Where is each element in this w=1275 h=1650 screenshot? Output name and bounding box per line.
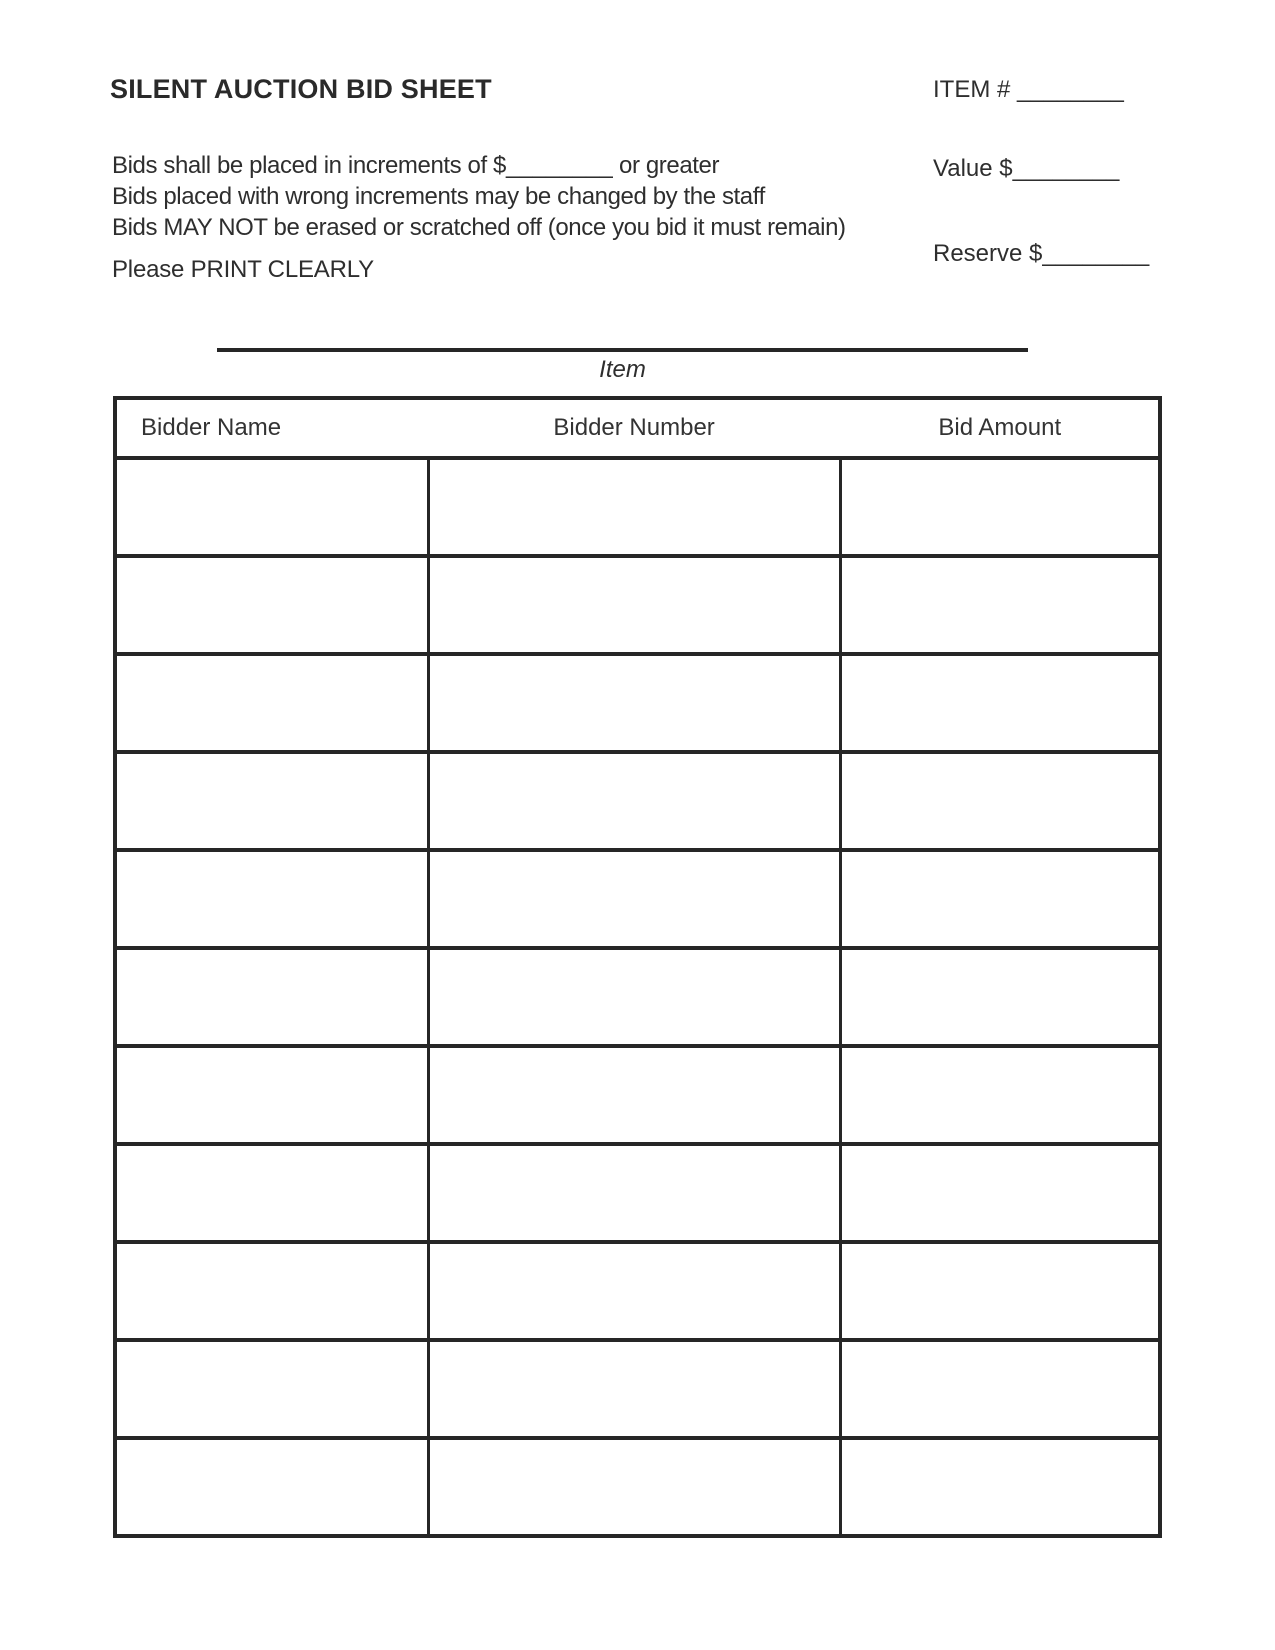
bid-amount-cell[interactable] xyxy=(842,950,1158,1044)
bidder-name-cell[interactable] xyxy=(117,1342,427,1436)
instruction-line-1 xyxy=(112,150,846,181)
bidder-number-cell[interactable] xyxy=(427,656,842,750)
table-row xyxy=(117,1146,1158,1244)
increment-blank[interactable]: ________ xyxy=(505,152,613,179)
page-title: SILENT AUCTION BID SHEET xyxy=(110,74,492,104)
value-blank[interactable]: ________ xyxy=(1012,155,1120,182)
bid-amount-cell[interactable] xyxy=(842,460,1158,554)
table-row xyxy=(117,950,1158,1048)
bidder-number-cell[interactable] xyxy=(427,1048,842,1142)
bid-amount-cell[interactable] xyxy=(842,1048,1158,1142)
item-caption: Item xyxy=(599,356,646,383)
table-row xyxy=(117,1440,1158,1534)
bid-amount-cell[interactable] xyxy=(842,558,1158,652)
bidder-name-cell[interactable] xyxy=(117,558,427,652)
bidder-name-cell[interactable] xyxy=(117,950,427,1044)
bidder-number-cell[interactable] xyxy=(427,1342,842,1436)
instruction-line-2: Bids placed with wrong increments may be changed by the staff xyxy=(112,183,765,210)
bidder-number-cell[interactable] xyxy=(427,1244,842,1338)
item-number-blank[interactable]: ________ xyxy=(1017,76,1124,103)
bidder-name-cell[interactable] xyxy=(117,656,427,750)
table-row xyxy=(117,1244,1158,1342)
item-write-in-line[interactable] xyxy=(217,348,1028,352)
col-header-bid-amount: Bid Amount xyxy=(938,414,1062,441)
value-field xyxy=(933,155,1119,183)
table-row xyxy=(117,852,1158,950)
bid-amount-cell[interactable] xyxy=(842,754,1158,848)
item-number-field xyxy=(933,76,1124,104)
bid-table xyxy=(113,396,1162,1538)
table-header-row xyxy=(117,400,1158,460)
bidder-name-cell[interactable] xyxy=(117,1048,427,1142)
table-row xyxy=(117,1048,1158,1146)
col-header-bidder-name: Bidder Name xyxy=(141,414,282,441)
bid-amount-cell[interactable] xyxy=(842,1342,1158,1436)
instruction-line-1-suffix: or greater xyxy=(612,152,720,179)
instructions-block xyxy=(112,150,846,243)
bidder-name-cell[interactable] xyxy=(117,460,427,554)
table-row xyxy=(117,1342,1158,1440)
table-row xyxy=(117,754,1158,852)
table-body xyxy=(117,460,1158,1534)
bid-amount-cell[interactable] xyxy=(842,656,1158,750)
bidder-name-cell[interactable] xyxy=(117,852,427,946)
bidder-name-cell[interactable] xyxy=(117,754,427,848)
table-row xyxy=(117,460,1158,558)
bid-amount-cell[interactable] xyxy=(842,1244,1158,1338)
bidder-number-cell[interactable] xyxy=(427,1146,842,1240)
table-row xyxy=(117,656,1158,754)
col-header-bidder-number: Bidder Number xyxy=(553,414,715,441)
bidder-number-cell[interactable] xyxy=(427,852,842,946)
bidder-name-cell[interactable] xyxy=(117,1440,427,1534)
bidder-number-cell[interactable] xyxy=(427,1440,842,1534)
table-row xyxy=(117,558,1158,656)
bidder-name-cell[interactable] xyxy=(117,1146,427,1240)
reserve-field xyxy=(933,240,1149,268)
bidder-number-cell[interactable] xyxy=(427,950,842,1044)
bidder-name-cell[interactable] xyxy=(117,1244,427,1338)
bidder-number-cell[interactable] xyxy=(427,754,842,848)
bid-amount-cell[interactable] xyxy=(842,1440,1158,1534)
reserve-label: Reserve $ xyxy=(933,240,1043,267)
reserve-blank[interactable]: ________ xyxy=(1042,240,1150,267)
bidder-number-cell[interactable] xyxy=(427,558,842,652)
bidder-number-cell[interactable] xyxy=(427,460,842,554)
print-clearly-note: Please PRINT CLEARLY xyxy=(112,256,374,283)
bid-amount-cell[interactable] xyxy=(842,1146,1158,1240)
value-label: Value $ xyxy=(933,155,1013,182)
item-number-label: ITEM # xyxy=(933,76,1018,103)
instruction-line-1-prefix: Bids shall be placed in increments of $ xyxy=(112,152,506,179)
instruction-line-3: Bids MAY NOT be erased or scratched off (once you bid it must remain) xyxy=(112,214,846,241)
bid-amount-cell[interactable] xyxy=(842,852,1158,946)
